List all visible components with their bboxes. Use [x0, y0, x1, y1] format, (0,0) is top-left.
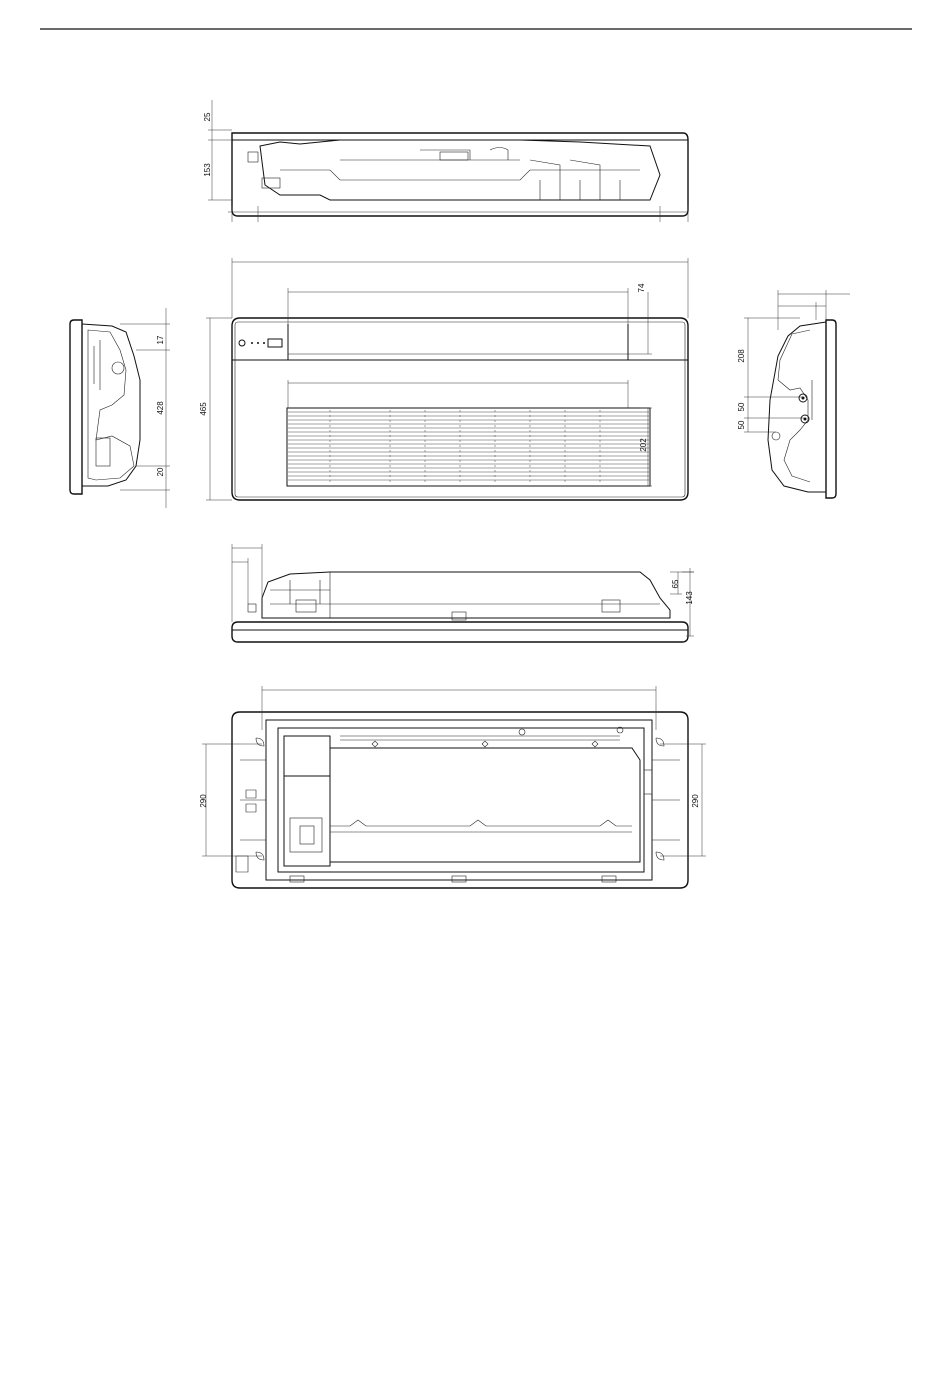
dim-left-17: 17	[156, 335, 165, 345]
right-side-view	[737, 290, 850, 498]
dim-right-50-a: 50	[737, 402, 746, 412]
dim-right-50-b: 50	[737, 420, 746, 430]
dim-back-290-left: 290	[199, 794, 208, 808]
front-view	[199, 258, 688, 500]
dim-right-208: 208	[737, 349, 746, 363]
dim-left-20: 20	[156, 467, 165, 477]
left-side-view	[70, 308, 170, 508]
dim-front-74: 74	[637, 283, 646, 293]
dim-bottom-65: 65	[671, 579, 680, 589]
dim-top-153: 153	[203, 163, 212, 177]
dim-left-428: 428	[156, 401, 165, 415]
bottom-view	[232, 544, 694, 642]
dim-bottom-143: 143	[685, 591, 694, 605]
back-view	[199, 686, 706, 888]
dim-back-290-right: 290	[691, 794, 700, 808]
dim-top-25: 25	[203, 112, 212, 122]
top-view	[203, 100, 688, 222]
dim-front-465: 465	[199, 402, 208, 416]
dim-front-202: 202	[639, 438, 648, 452]
